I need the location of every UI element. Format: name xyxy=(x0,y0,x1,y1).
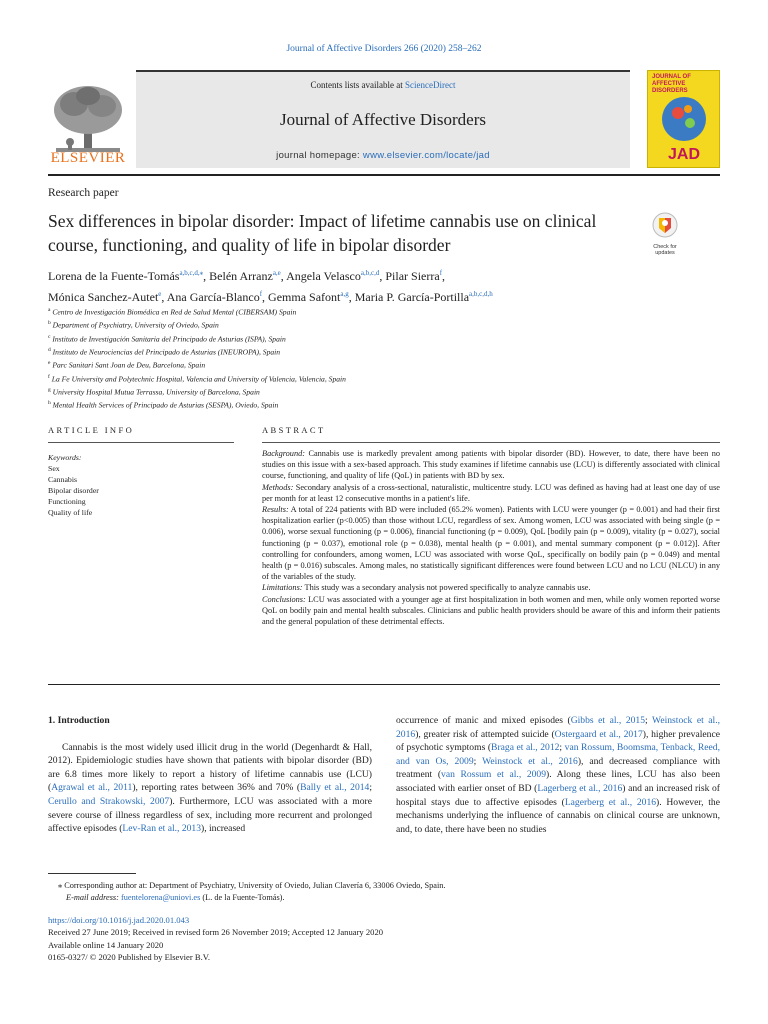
keywords-block xyxy=(48,452,228,518)
author-affiliation-marker[interactable]: f xyxy=(439,269,443,277)
affiliation-item xyxy=(48,358,720,371)
affiliation-marker: d xyxy=(48,346,51,353)
affiliation-marker: e xyxy=(48,360,51,367)
affiliation-item xyxy=(48,385,720,398)
affiliation-marker: b xyxy=(48,320,51,327)
affiliation-marker: c xyxy=(48,333,51,340)
affiliations-list xyxy=(48,305,720,412)
journal-title: Journal of Affective Disorders xyxy=(280,110,486,129)
author-affiliation-marker[interactable]: a,g xyxy=(340,290,349,298)
author-separator: , xyxy=(442,269,446,283)
affiliation-item xyxy=(48,398,720,411)
doi-link[interactable]: https://doi.org/10.1016/j.jad.2020.01.043 xyxy=(48,915,190,925)
contents-line: Contents lists available at ScienceDirect xyxy=(310,80,456,90)
affiliation-text: Instituto de Investigación Sanitaria del Principado de Asturias (ISPA), Spain xyxy=(52,334,286,344)
affiliation-text: Parc Sanitari Sant Joan de Deu, Barcelona, Spain xyxy=(52,360,206,370)
author-separator: , xyxy=(348,290,355,304)
citation-link[interactable]: Weinstock et al., 2016 xyxy=(396,715,720,740)
citation-link[interactable]: Lagerberg et al., 2016 xyxy=(537,782,623,794)
check-updates-icon xyxy=(652,212,678,238)
abstract-heading: ABSTRACT xyxy=(262,425,326,435)
citation-link[interactable]: Lagerberg et al., 2016 xyxy=(564,796,657,808)
body-rule xyxy=(48,684,720,685)
abstract-rule xyxy=(262,442,720,443)
author-affiliation-marker[interactable]: f xyxy=(259,290,263,298)
author-name[interactable]: Mónica Sanchez-Autet xyxy=(48,290,159,304)
author-separator: , xyxy=(379,269,386,283)
affiliation-item xyxy=(48,332,720,345)
keyword: Functioning xyxy=(48,497,86,506)
affiliation-item xyxy=(48,305,720,318)
citation-link[interactable]: van Rossum et al., 2009 xyxy=(441,769,547,781)
citation-link[interactable]: van Rossum, Boomsma, Tenback, Reed, and van Os, 2009 xyxy=(396,742,720,767)
abstract-results: Results: A total of 224 patients with BD were included (65.2% women). Patients with LCU were younger (p = 0.001) and had their first hospitalization earlier (p<0.005) than those without LCU, regardless of sex. Among women, LCU was associated with being single (p = 0.006), worse sexual functioning (p = 0.006), financial functioning (p = 0.009), QoL [bodily pain (p = 0.009), vitality (p = 0.027), social functioning (p = 0.037), emotional role (p = 0.038), mental health (p = 0.001), and mental summary component (p = 0.012)]. After controlling for confounders, among women, LCU was associated with worse QoL, specifically on bodily pain (p = 0.049) and mental health (p = 0.016) subscales. Among males, no statistically significant differences were found between LCU and no LCU (NLCU) in any of the variables of the study. xyxy=(262,505,720,582)
author-separator: , xyxy=(203,269,210,283)
check-for-updates-button[interactable] xyxy=(648,212,682,256)
citation-link[interactable]: Ostergaard et al., 2017 xyxy=(554,728,643,740)
affiliation-item xyxy=(48,318,720,331)
affiliation-text: Centro de Investigación Biomédica en Red de Salud Mental (CIBERSAM) Spain xyxy=(52,307,297,317)
citation-link[interactable]: Braga et al., 2012 xyxy=(491,742,560,754)
journal-reference[interactable]: Journal of Affective Disorders 266 (2020) 258–262 xyxy=(286,44,482,54)
affiliation-marker: a xyxy=(48,307,51,313)
author-separator: , xyxy=(262,290,269,304)
author-name[interactable]: Pilar Sierra xyxy=(385,269,440,283)
corresponding-author-text: ⁎ Corresponding author at: Department of Psychiatry, University of Oviedo, Julian Clavería 6, 33006 Oviedo, Spain. xyxy=(58,881,446,890)
publisher-wordmark: ELSEVIER xyxy=(50,150,126,166)
author-separator: , xyxy=(161,290,167,304)
email-line: E-mail address: fuentelorena@uniovi.es (L. de la Fuente-Tomás). xyxy=(66,893,285,902)
affiliation-item xyxy=(48,372,720,385)
section-heading-introduction: 1. Introduction xyxy=(48,715,110,726)
abstract-conclusions: Conclusions: LCU was associated with a younger age at first hospitalization in both women and men, while only women reported worse QoL on bodily pain and mental health subscales. Clinicians and public health providers should be aware of this and inform their patients and the general population of these detrimental effects. xyxy=(262,594,720,627)
keywords-label: Keywords: xyxy=(48,453,82,462)
keyword: Cannabis xyxy=(48,475,78,484)
body-column-right xyxy=(396,714,720,836)
journal-masthead xyxy=(48,70,720,168)
cover-head-illustration-icon xyxy=(654,89,714,165)
citation-link[interactable]: Weinstock et al., 2016 xyxy=(482,755,578,767)
intro-paragraph-continued: occurrence of manic and mixed episodes (Gibbs et al., 2015; Weinstock et al., 2016), greater risk of attempted suicide (Ostergaard et al., 2017), higher prevalence of psychotic symptoms (Braga et al., 2012; van Rossum, Boomsma, Tenback, Reed, and van Os, 2009; Weinstock et al., 2016), and decreased compliance with treatment (van Rossum et al., 2009). Along these lines, LCU has also been associated with earlier onset of BD (Lagerberg et al., 2016) and an increased risk of hospital stays due to affective episodes (Lagerberg et al., 2016). However, the mechanisms underlying the influence of cannabis on clinical course are unknown, and, to date, there have been no studies xyxy=(396,715,720,835)
author-affiliation-marker[interactable]: a,e xyxy=(272,269,281,277)
affiliation-text: La Fe University and Polytechnic Hospital, Valencia and University of Valencia, Valencia, Spain xyxy=(51,374,346,384)
sciencedirect-link[interactable]: ScienceDirect xyxy=(405,80,456,90)
affiliation-marker: h xyxy=(48,400,51,407)
author-name[interactable]: Belén Arranz xyxy=(209,269,273,283)
author-name[interactable]: Lorena de la Fuente-Tomás xyxy=(48,269,180,283)
author-affiliation-marker[interactable]: a,b,c,d,⁎ xyxy=(179,269,204,277)
affiliation-text: University Hospital Mutua Terrassa, University of Barcelona, Spain xyxy=(52,387,260,397)
citation-link[interactable]: Agrawal et al., 2011 xyxy=(51,782,133,794)
received-dates: Received 27 June 2019; Received in revised form 26 November 2019; Accepted 12 January 2020 xyxy=(48,927,384,938)
affiliation-marker: g xyxy=(48,386,51,393)
footnote-rule xyxy=(48,873,136,874)
keyword: Quality of life xyxy=(48,508,93,517)
affiliation-text: Mental Health Services of Principado de Asturias (SESPA), Oviedo, Spain xyxy=(52,400,279,410)
keyword: Sex xyxy=(48,464,60,473)
journal-cover-image[interactable] xyxy=(647,70,720,168)
author-list xyxy=(48,264,720,306)
abstract-body xyxy=(262,448,720,627)
homepage-line: journal homepage: www.elsevier.com/locate/jad xyxy=(276,150,490,161)
author-name[interactable]: Gemma Safont xyxy=(268,290,341,304)
cover-abbrev: JAD xyxy=(667,146,701,163)
check-updates-label: Check for updates xyxy=(653,244,677,256)
author-affiliation-marker[interactable]: a,b,c,d,h xyxy=(469,290,493,298)
citation-link[interactable]: Lev-Ran et al., 2013 xyxy=(122,823,202,835)
author-name[interactable]: Maria P. García-Portilla xyxy=(354,290,470,304)
citation-link[interactable]: Cerullo and Strakowski, 2007 xyxy=(48,795,170,807)
body-column-left xyxy=(48,714,372,836)
email-link[interactable]: fuentelorena@uniovi.es xyxy=(121,893,201,902)
corresponding-author-footnote xyxy=(48,880,720,904)
copyright-line: 0165-0327/ © 2020 Published by Elsevier B.V. xyxy=(48,951,211,962)
masthead-center xyxy=(136,70,630,168)
abstract-limitations: Limitations: This study was a secondary analysis not powered specifically to analyze cannabis use. xyxy=(262,583,591,593)
author-separator: , xyxy=(280,269,287,283)
abstract-methods: Methods: Secondary analysis of a cross-sectional, naturalistic, multicentre study. LCU was defined as having had at least one day of use per month for at least 12 consecutive months in a patient's life. xyxy=(262,482,720,503)
author-name[interactable]: Angela Velasco xyxy=(286,269,361,283)
affiliation-marker: f xyxy=(48,373,50,380)
citation-link[interactable]: Gibbs et al., 2015 xyxy=(570,715,646,726)
author-affiliation-marker[interactable]: e xyxy=(158,290,162,298)
citation-link[interactable]: Bally et al., 2014 xyxy=(300,782,370,794)
article-info-rule xyxy=(48,442,234,443)
keyword: Bipolar disorder xyxy=(48,486,99,495)
publication-info xyxy=(48,914,720,963)
masthead-rule xyxy=(48,174,720,176)
intro-paragraph: Cannabis is the most widely used illicit drug in the world (Degenhardt & Hall, 2012). Epidemiologic studies have shown that patients with bipolar disorder (BD) are 6.8 times more likely to report a history of lifetime cannabis use (LCU) (Agrawal et al., 2011), reporting rates between 36% and 70% (Bally et al., 2014; Cerullo and Strakowski, 2007). Furthermore, LCU was associated with a more severe course of illness regardless of sex, including more recurrent and prolonged affective episodes (Lev-Ran et al., 2013), increased xyxy=(48,741,373,835)
article-info-heading: ARTICLE INFO xyxy=(48,425,135,435)
affiliation-item xyxy=(48,345,720,358)
homepage-link[interactable]: www.elsevier.com/locate/jad xyxy=(362,150,490,161)
abstract-background: Background: Cannabis use is markedly prevalent among patients with bipolar disorder (BD). However, to date, there have been no studies on this issue with a sex-based approach. This study examines if lifetime cannabis use (LCU) is differently associated with clinical course, functioning, and quality of life (QoL) in patients with BD by sex. xyxy=(262,449,720,481)
article-title: Sex differences in bipolar disorder: Impact of lifetime cannabis use on clinical course, functioning, and quality of life in bipolar disorder xyxy=(48,211,597,255)
affiliation-text: Department of Psychiatry, University of Oviedo, Spain xyxy=(52,320,219,330)
author-name[interactable]: Ana García-Blanco xyxy=(166,290,260,304)
online-date: Available online 14 January 2020 xyxy=(48,939,164,950)
affiliation-text: Instituto de Neurociencias del Principado de Asturias (INEUROPA), Spain xyxy=(52,347,281,357)
cover-title: JOURNAL OF AFFECTIVE DISORDERS xyxy=(652,74,691,94)
article-type: Research paper xyxy=(48,187,119,199)
author-affiliation-marker[interactable]: a,b,c,d xyxy=(360,269,380,277)
